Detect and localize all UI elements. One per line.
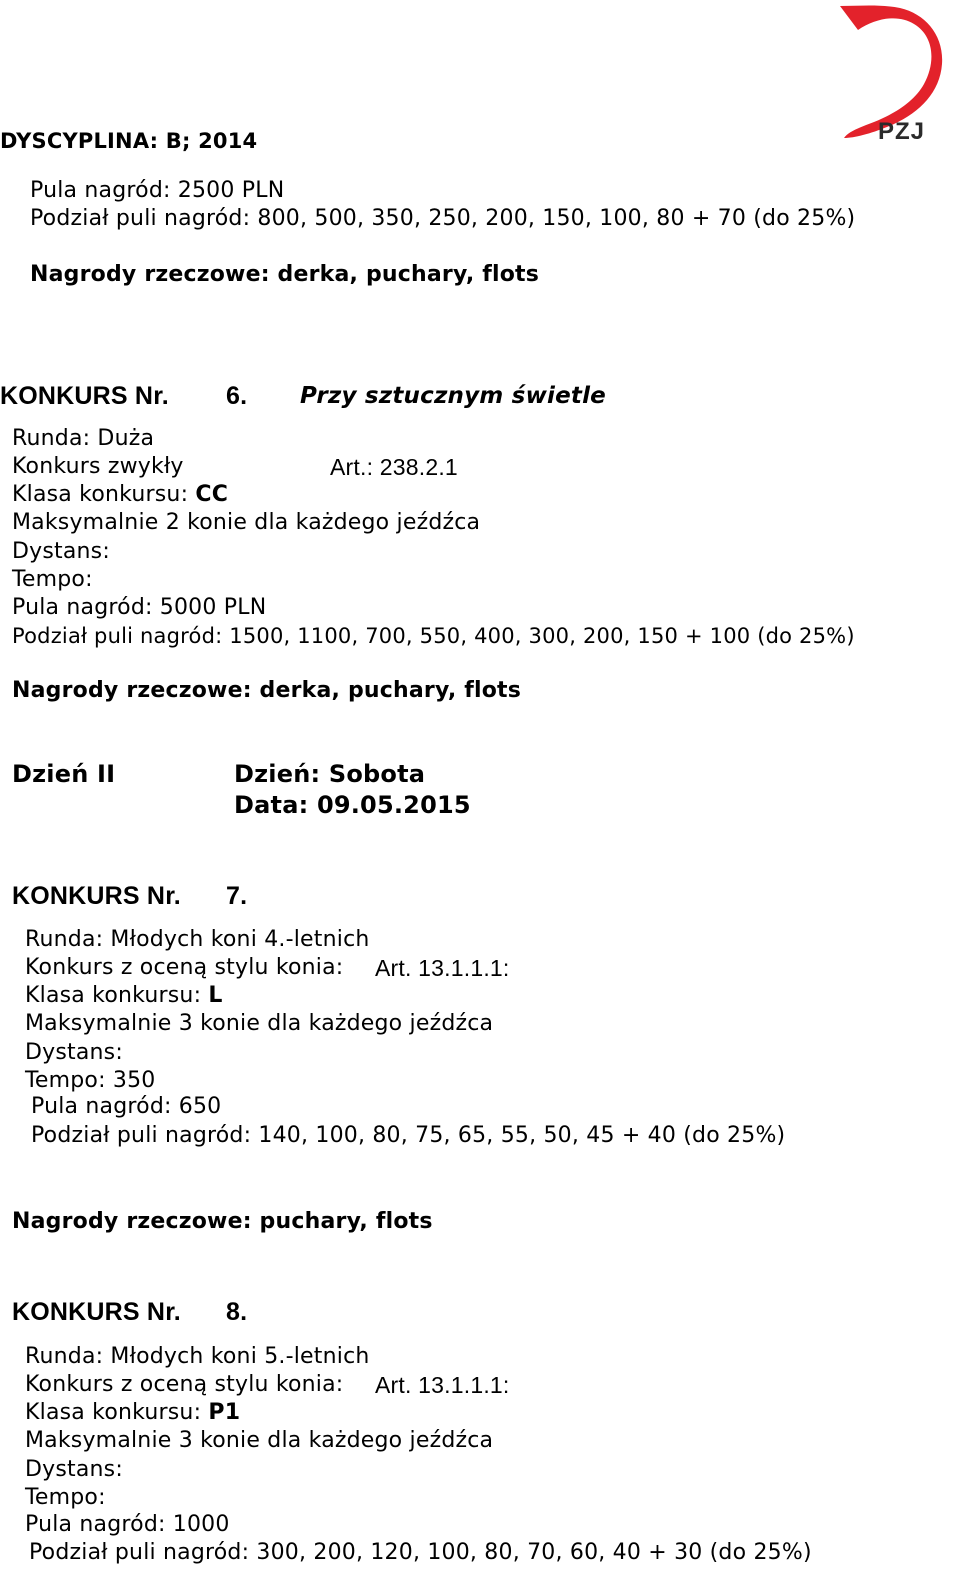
class-label: Klasa konkursu: xyxy=(12,482,196,507)
prize-pool: Pula nagród: 650 xyxy=(31,1094,222,1119)
prize-pool: Pula nagród: 2500 PLN xyxy=(30,178,285,203)
prize-split: Podział puli nagród: 1500, 1100, 700, 550, 400, 300, 200, 150 + 100 (do 25%) xyxy=(12,624,855,648)
max-horses: Maksymalnie 3 konie dla każdego jeźdźca xyxy=(25,1011,494,1036)
material-prizes xyxy=(30,262,539,288)
material-prizes-value: : derka, puchary, flots xyxy=(242,678,522,703)
competition-number: 6. xyxy=(226,382,248,410)
pzj-logo-text: PZJ xyxy=(878,118,926,145)
day-label: Dzień II xyxy=(12,760,116,788)
material-prizes-value: : derka, puchary, flots xyxy=(260,262,540,287)
tempo: Tempo: xyxy=(25,1485,106,1510)
competition-class xyxy=(25,983,223,1009)
round: Runda: Młodych koni 4.-letnich xyxy=(25,927,370,952)
competition-number: 7. xyxy=(226,882,248,910)
competition-class xyxy=(25,1400,240,1426)
class-value: P1 xyxy=(208,1400,241,1425)
material-prizes-value: : puchary, flots xyxy=(242,1209,433,1234)
distance: Dystans: xyxy=(25,1457,123,1482)
distance: Dystans: xyxy=(12,539,110,564)
competition-type: Konkurs zwykły xyxy=(12,454,184,479)
round: Runda: Młodych koni 5.-letnich xyxy=(25,1344,370,1369)
pzj-logo xyxy=(836,0,946,152)
max-horses: Maksymalnie 2 konie dla każdego jeźdźca xyxy=(12,510,481,535)
prize-split: Podział puli nagród: 140, 100, 80, 75, 65, 55, 50, 45 + 40 (do 25%) xyxy=(31,1123,786,1148)
article: Art. 13.1.1.1: xyxy=(375,1372,510,1398)
discipline-heading: DYSCYPLINA: B; 2014 xyxy=(0,129,258,153)
tempo: Tempo: 350 xyxy=(25,1068,156,1093)
material-prizes xyxy=(12,678,521,704)
prize-split: Podział puli nagród: 300, 200, 120, 100, 80, 70, 60, 40 + 30 (do 25%) xyxy=(29,1540,812,1565)
day-weekday: Dzień: Sobota xyxy=(234,760,426,788)
class-value: L xyxy=(208,983,223,1008)
competition-class xyxy=(12,482,228,508)
distance: Dystans: xyxy=(25,1040,123,1065)
competition-title: KONKURS Nr. xyxy=(12,1298,181,1326)
material-prizes-label: Nagrody rzeczowe xyxy=(12,1209,243,1234)
material-prizes xyxy=(12,1209,433,1235)
article: Art. 13.1.1.1: xyxy=(375,955,510,981)
competition-number: 8. xyxy=(226,1298,248,1326)
class-value: CC xyxy=(195,482,229,507)
article: Art.: 238.2.1 xyxy=(330,454,458,480)
round: Runda: Duża xyxy=(12,426,155,451)
max-horses: Maksymalnie 3 konie dla każdego jeźdźca xyxy=(25,1428,494,1453)
day-date: Data: 09.05.2015 xyxy=(234,791,471,819)
material-prizes-label: Nagrody rzeczowe xyxy=(30,262,261,287)
prize-pool: Pula nagród: 1000 xyxy=(25,1512,230,1537)
prize-split: Podział puli nagród: 800, 500, 350, 250, 200, 150, 100, 80 + 70 (do 25%) xyxy=(30,206,856,231)
competition-title: KONKURS Nr. xyxy=(12,882,181,910)
class-label: Klasa konkursu: xyxy=(25,983,209,1008)
tempo: Tempo: xyxy=(12,567,93,592)
competition-title: KONKURS Nr. xyxy=(0,382,169,410)
prize-pool: Pula nagród: 5000 PLN xyxy=(12,595,267,620)
class-label: Klasa konkursu: xyxy=(25,1400,209,1425)
competition-type: Konkurs z oceną stylu konia: xyxy=(25,955,344,980)
competition-type: Konkurs z oceną stylu konia: xyxy=(25,1372,344,1397)
competition-subtitle: Przy sztucznym świetle xyxy=(300,383,606,409)
material-prizes-label: Nagrody rzeczowe xyxy=(12,678,243,703)
